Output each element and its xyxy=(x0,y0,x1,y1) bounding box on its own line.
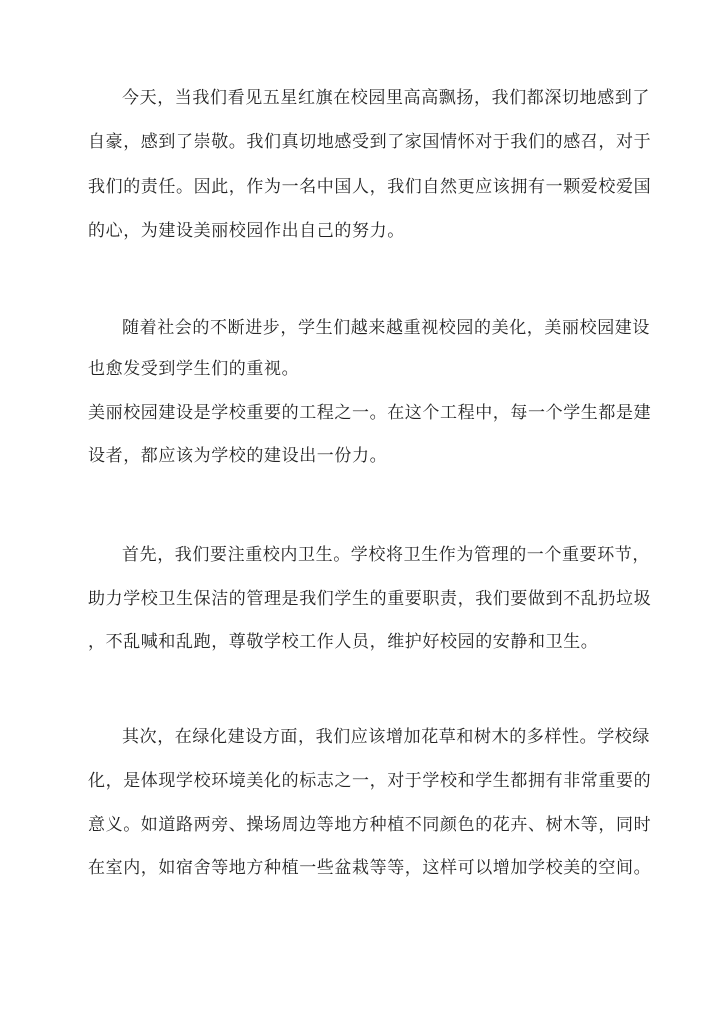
paragraph-1-line-4: 的心，为建设美丽校园作出自己的努力。 xyxy=(88,221,405,241)
paragraph-2-line-4: 设者，都应该为学校的建设出一份力。 xyxy=(88,446,388,466)
paragraph-2-line-2: 也愈发受到学生们的重视。 xyxy=(88,359,300,379)
paragraph-3-line-1: 首先，我们要注重校内卫生。学校将卫生作为管理的一个重要环节， xyxy=(122,545,650,565)
paragraph-4-line-3: 意义。如道路两旁、操场周边等地方种植不同颜色的花卉、树木等，同时 xyxy=(88,815,652,835)
paragraph-4-line-1: 其次，在绿化建设方面，我们应该增加花草和树木的多样性。学校绿 xyxy=(122,727,650,747)
paragraph-4-line-4: 在室内，如宿舍等地方种植一些盆栽等等，这样可以增加学校美的空间。 xyxy=(88,858,652,878)
paragraph-1-line-2: 自豪，感到了崇敬。我们真切地感受到了家国情怀对于我们的感召，对于 xyxy=(88,132,652,152)
paragraph-1-line-3: 我们的责任。因此，作为一名中国人，我们自然更应该拥有一颗爱校爱国 xyxy=(88,177,652,197)
paragraph-4-line-2: 化，是体现学校环境美化的标志之一，对于学校和学生都拥有非常重要的 xyxy=(88,771,652,791)
paragraph-1-line-1: 今天，当我们看见五星红旗在校园里高高飘扬，我们都深切地感到了 xyxy=(122,88,650,108)
paragraph-2-line-1: 随着社会的不断进步，学生们越来越重视校园的美化，美丽校园建设 xyxy=(122,318,650,338)
paragraph-3-line-3: ，不乱喊和乱跑，尊敬学校工作人员，维护好校园的安静和卫生。 xyxy=(88,632,599,652)
paragraph-3-line-2: 助力学校卫生保洁的管理是我们学生的重要职责，我们要做到不乱扔垃圾 xyxy=(88,589,652,609)
paragraph-2-line-3: 美丽校园建设是学校重要的工程之一。在这个工程中，每一个学生都是建 xyxy=(88,403,652,423)
